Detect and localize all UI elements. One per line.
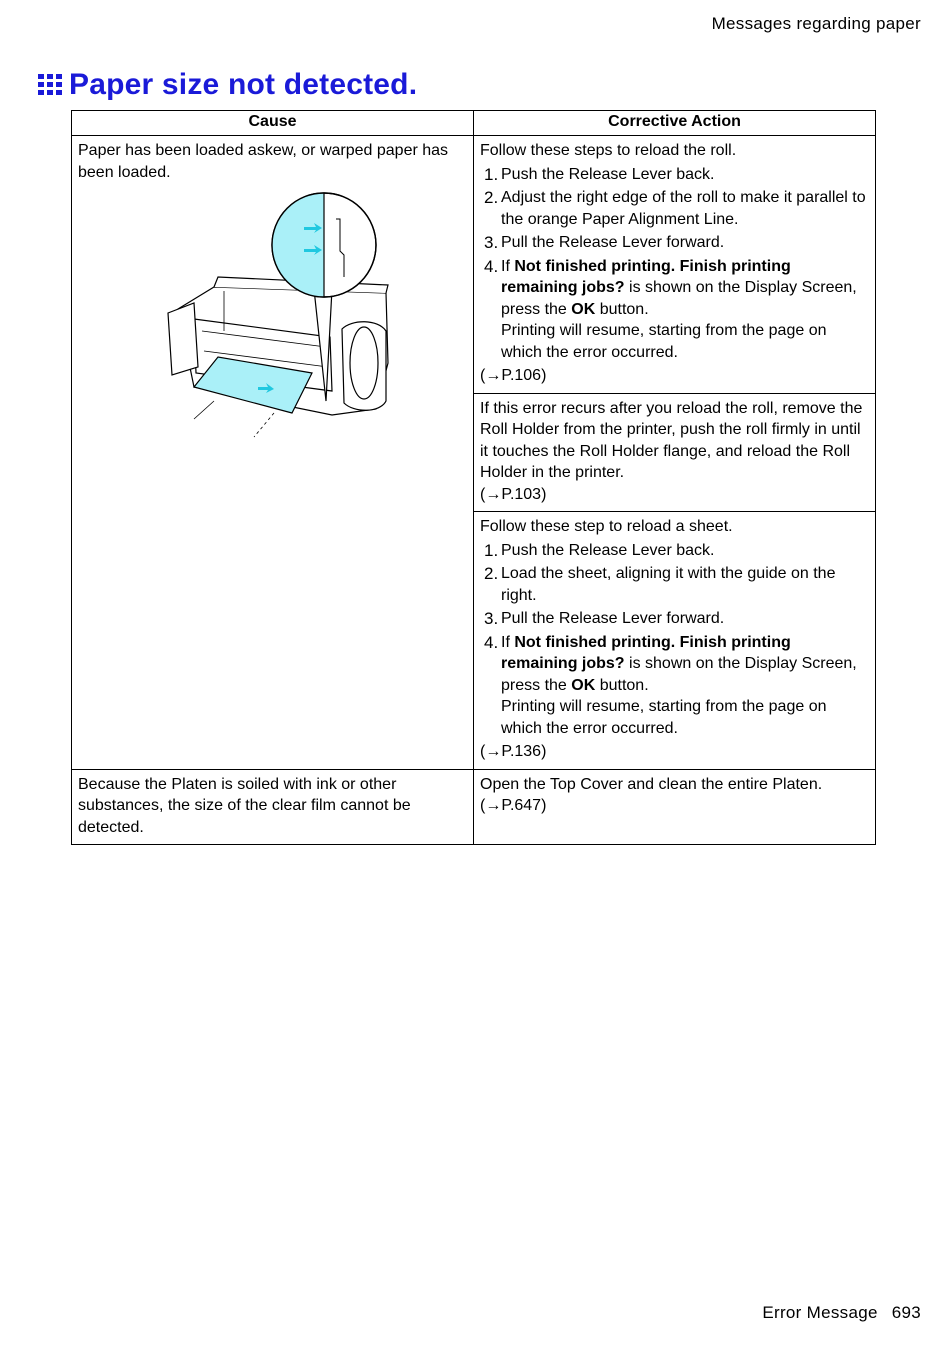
step-if: If bbox=[501, 633, 510, 651]
cause-cell bbox=[72, 136, 474, 770]
step-text: is shown on the Display Screen, press the bbox=[501, 655, 857, 694]
list-item bbox=[480, 540, 869, 562]
list-item bbox=[480, 563, 869, 606]
step-text: Push the Release Lever back. bbox=[501, 165, 715, 183]
step-text: is shown on the Display Screen, press the bbox=[501, 279, 857, 318]
step-number: 1. bbox=[484, 164, 499, 184]
list-item bbox=[480, 232, 869, 254]
list-item bbox=[480, 256, 869, 364]
running-header: Messages regarding paper bbox=[711, 14, 921, 33]
table-row bbox=[72, 136, 876, 394]
action-cell-roll bbox=[474, 136, 876, 394]
list-item bbox=[480, 632, 869, 740]
grid-icon bbox=[38, 74, 62, 96]
page-reference: (→P.106) bbox=[480, 367, 547, 384]
action-cell-roll-holder bbox=[474, 393, 876, 512]
action-header: Corrective Action bbox=[474, 111, 876, 136]
step-text: button. bbox=[599, 676, 649, 694]
ok-label: OK bbox=[571, 676, 596, 694]
step-number: 2. bbox=[484, 564, 499, 583]
printer-illustration bbox=[154, 191, 398, 443]
step-text: Pull the Release Lever forward. bbox=[501, 234, 725, 251]
step-if: If bbox=[501, 257, 510, 275]
cause-cell bbox=[72, 769, 474, 845]
ok-label: OK bbox=[571, 300, 596, 318]
list-item bbox=[480, 608, 869, 630]
step-number: 2. bbox=[484, 188, 499, 207]
cause-text: Paper has been loaded askew, or warped paper has been loaded. bbox=[78, 142, 449, 181]
running-footer bbox=[762, 1303, 921, 1323]
message-text: Not finished printing. Finish printing remaining jobs? bbox=[501, 633, 791, 672]
step-number: 3. bbox=[484, 233, 499, 252]
step-text: Pull the Release Lever forward. bbox=[501, 610, 725, 627]
step-text: Push the Release Lever back. bbox=[501, 541, 715, 559]
action-text: Open the Top Cover and clean the entire Platen. bbox=[480, 775, 823, 793]
action-cell-platen bbox=[474, 769, 876, 845]
error-table bbox=[71, 110, 876, 845]
message-text: Not finished printing. Finish printing remaining jobs? bbox=[501, 257, 791, 296]
section-heading bbox=[38, 68, 417, 102]
cause-text: Because the Platen is soiled with ink or other substances, the size of the clear film cannot be detected. bbox=[78, 775, 411, 836]
table-row bbox=[72, 769, 876, 845]
step-text: Load the sheet, aligning it with the guide on the right. bbox=[501, 565, 836, 604]
cause-header: Cause bbox=[72, 111, 474, 136]
page-number: 693 bbox=[891, 1303, 921, 1322]
list-item bbox=[480, 164, 869, 186]
intro-text: Follow these step to reload a sheet. bbox=[480, 518, 733, 535]
resume-note: Printing will resume, starting from the page on which the error occurred. bbox=[501, 322, 827, 361]
step-number: 3. bbox=[484, 609, 499, 628]
step-number: 1. bbox=[484, 540, 499, 560]
list-item bbox=[480, 187, 869, 230]
step-number: 4. bbox=[484, 256, 499, 276]
page-reference: (→P.647) bbox=[480, 797, 547, 814]
step-list bbox=[480, 164, 869, 364]
footer-section: Error Message bbox=[762, 1303, 878, 1322]
page-reference: (→P.136) bbox=[480, 743, 547, 760]
step-number: 4. bbox=[484, 632, 499, 652]
step-text: Adjust the right edge of the roll to make it parallel to the orange Paper Alignment Line. bbox=[501, 189, 866, 228]
intro-text: Follow these steps to reload the roll. bbox=[480, 142, 737, 159]
step-text: button. bbox=[599, 300, 649, 318]
resume-note: Printing will resume, starting from the page on which the error occurred. bbox=[501, 698, 827, 737]
page-reference: (→P.103) bbox=[480, 485, 547, 503]
table-header-row bbox=[72, 111, 876, 136]
action-text: If this error recurs after you reload the roll, remove the Roll Holder from the printer, push the roll firmly in until it touches the Roll Holder flange, and reload the Roll Holder in the printer. bbox=[480, 399, 863, 481]
page-title: Paper size not detected. bbox=[69, 68, 418, 101]
action-cell-sheet bbox=[474, 512, 876, 770]
step-list bbox=[480, 540, 869, 740]
